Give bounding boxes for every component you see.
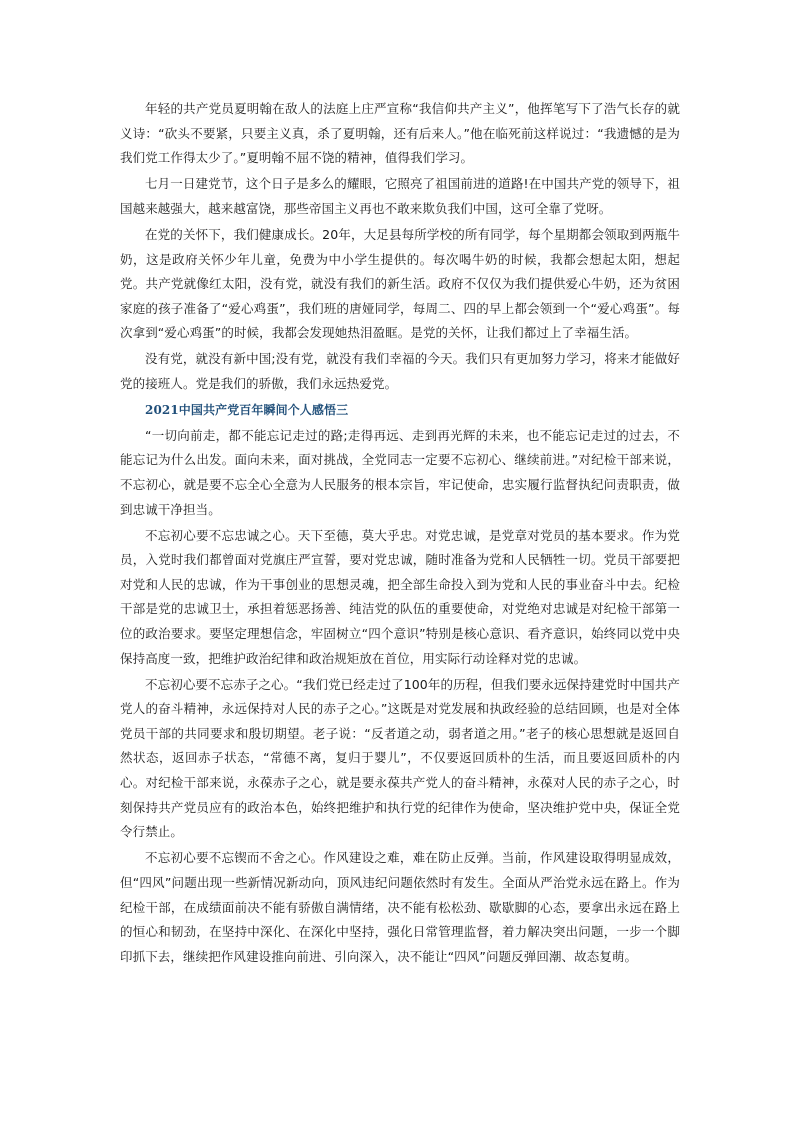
paragraph-innocent-heart: 不忘初心要不忘赤子之心。“我们党已经走过了100年的历程，但我们要永远保持建党时中国共产党人的奋斗精神，永远保持对人民的赤子之心。”这既是对党发展和执政经验的总结回顾，也是对全体党员干部的共同要求和殷切期望。老子说：“反者道之动，弱者道之用。”老子的核心思想就是返回自然状态，返回赤子状态，“常德不离，复归于婴儿”，不仅要返回质朴的生活，而且要返回质朴的内心。对纪检干部来说，永葆赤子之心，就是要永葆共产党人的奋斗精神，永葆对人民的赤子之心，时刻保持共产党员应有的政治本色，始终把维护和执行党的纪律作为使命，坚决维护党中央，保证全党令行禁止。 [120, 676, 680, 840]
paragraph-party-founding-day: 七月一日建党节，这个日子是多么的耀眼，它照亮了祖国前进的道路!在中国共产党的领导下，祖国越来越强大，越来越富饶，那些帝国主义再也不敢来欺负我们中国，这可全靠了党呀。 [120, 176, 680, 216]
paragraph-never-forget-path: “一切向前走，都不能忘记走过的路;走得再远、走到再光辉的未来，也不能忘记走过的过去，不能忘记为什么出发。面向未来，面对挑战，全党同志一定要不忘初心、继续前进。”对纪检干部来说，不忘初心，就是要不忘全心全意为人民服务的根本宗旨，牢记使命，忠实履行监督执纪问责职责，做到忠诚干净担当。 [120, 427, 680, 517]
paragraph-no-party-no-china: 没有党，就没有新中国;没有党，就没有我们幸福的今天。我们只有更加努力学习，将来才能做好党的接班人。党是我们的骄傲，我们永远热爱党。 [120, 351, 680, 392]
document-page [120, 97, 680, 971]
paragraph-perseverance: 不忘初心要不忘锲而不舍之心。作风建设之难，难在防止反弹。当前，作风建设取得明显成效，但“四风”问题出现一些新情况新动向，顶风违纪问题依然时有发生。全面从严治党永远在路上。作为纪检干部，在成绩面前决不能有骄傲自满情绪，决不能有松松劲、歇歇脚的心态，要拿出永远在路上的恒心和韧劲，在坚持中深化、在深化中坚持，强化日常管理监督，着力解决突出问题，一步一个脚印抓下去，继续把作风建设推向前进、引向深入，决不能让“四风”问题反弹回潮、故态复萌。 [120, 850, 680, 964]
paragraph-party-care: 在党的关怀下，我们健康成长。20年，大足县每所学校的所有同学，每个星期都会领取到两瓶牛奶，这是政府关怀少年儿童，免费为中小学生提供的。每次喝牛奶的时候，我都会想起太阳，想起党。共产党就像红太阳，没有党，就没有我们的新生活。政府不仅仅为我们提供爱心牛奶，还为贫困家庭的孩子准备了“爱心鸡蛋”，我们班的唐娅同学，每周二、四的早上都会领到一个“爱心鸡蛋”。每次拿到“爱心鸡蛋”的时候，我都会发现她热泪盈眶。是党的关怀，让我们都过上了幸福生活。 [120, 226, 680, 341]
section-heading: 2021中国共产党百年瞬间个人感悟三 [145, 403, 349, 418]
paragraph-loyal-heart: 不忘初心要不忘忠诚之心。天下至德，莫大乎忠。对党忠诚，是党章对党员的基本要求。作为党员，入党时我们都曾面对党旗庄严宣誓，要对党忠诚，随时准备为党和人民牺牲一切。党员干部要把对党和人民的忠诚，作为干事创业的思想灵魂，把全部生命投入到为党和人民的事业奋斗中去。纪检干部是党的忠诚卫士，承担着惩恶扬善、纯洁党的队伍的重要使命，对党绝对忠诚是对纪检干部第一位的政治要求。要坚定理想信念，牢固树立“四个意识”特别是核心意识、看齐意识，始终同以党中央保持高度一致，把维护政治纪律和政治规矩放在首位，用实际行动诠释对党的忠诚。 [120, 527, 680, 666]
paragraph-xia-minghan: 年轻的共产党员夏明翰在敌人的法庭上庄严宣称“我信仰共产主义”，他挥笔写下了浩气长存的就义诗：“砍头不要紧，只要主义真，杀了夏明翰，还有后来人。”他在临死前这样说过：“我遗憾的是为我们党工作得太少了。”夏明翰不屈不饶的精神，值得我们学习。 [120, 101, 680, 166]
